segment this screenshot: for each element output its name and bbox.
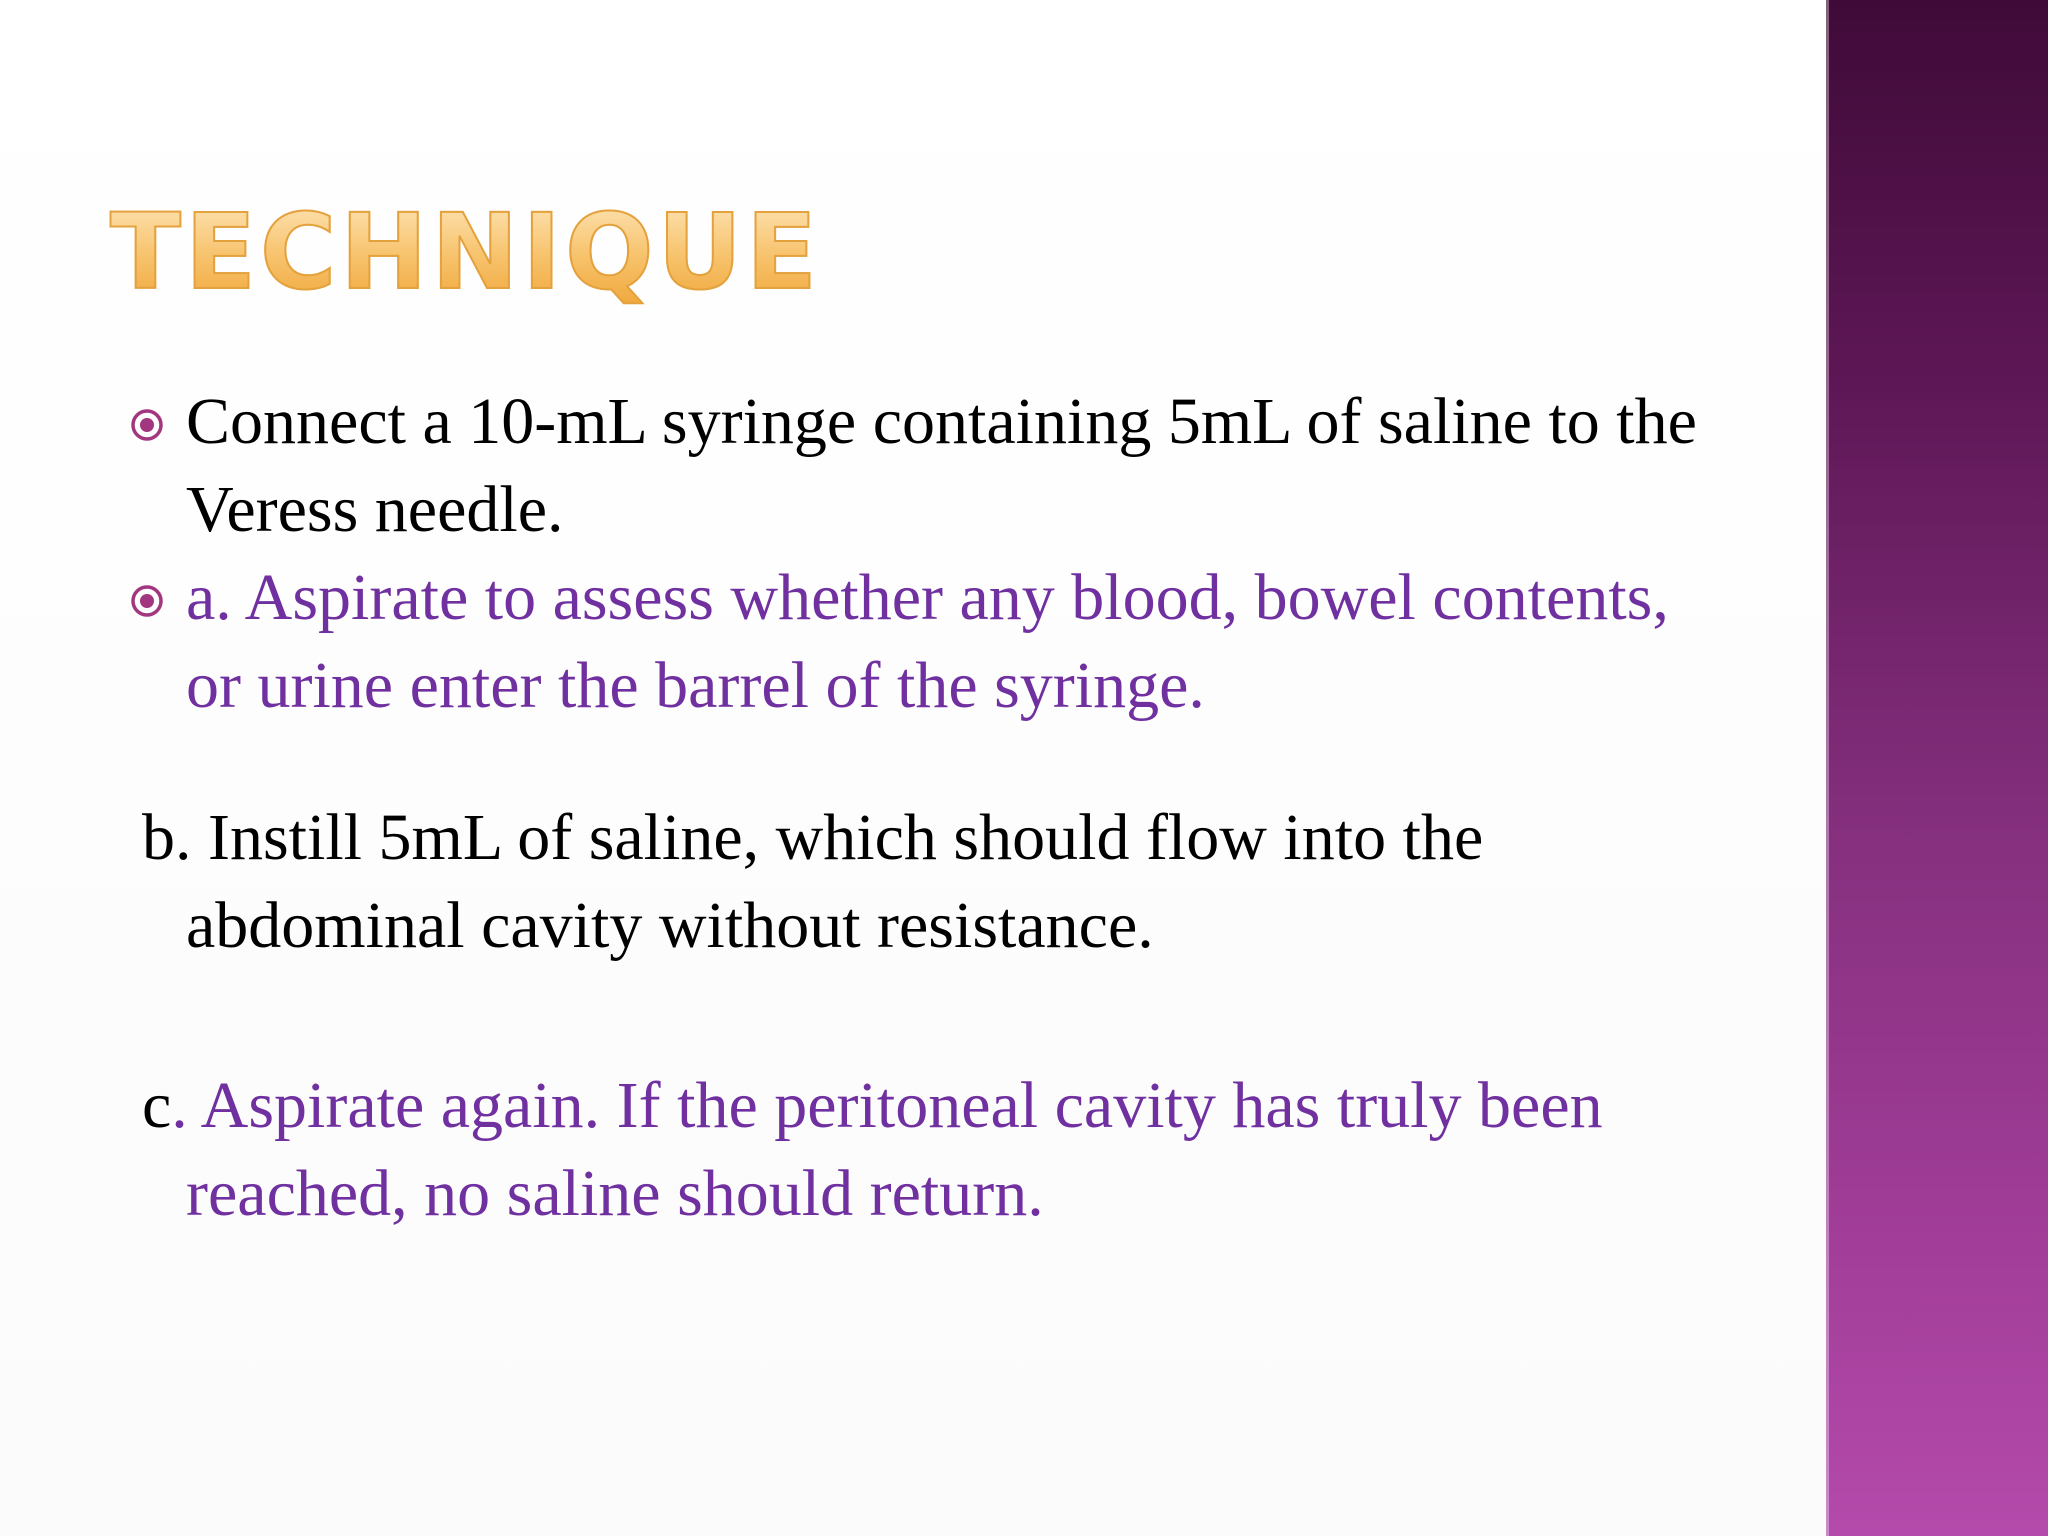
bullet-item-connect-syringe: [130, 378, 1730, 554]
radio-target-icon: [130, 584, 164, 618]
bullet-item-text: Connect a 10-mL syringe containing 5mL of saline to the Veress needle.: [186, 385, 1697, 546]
slide-title: TECHNIQUE: [110, 191, 821, 313]
slide-body: [130, 378, 1730, 1238]
bullet-item-aspirate: [130, 554, 1730, 730]
paragraph-prefix: c: [142, 1069, 172, 1142]
decorative-side-bar: [1826, 0, 2048, 1536]
paragraph-text: . Aspirate again. If the peritoneal cavity has truly been reached, no saline should return.: [171, 1069, 1603, 1230]
paragraph-instill-saline: [130, 794, 1730, 970]
paragraph-aspirate-again: [130, 1062, 1730, 1238]
bullet-item-text: a. Aspirate to assess whether any blood, bowel contents, or urine enter the barrel of the syringe.: [186, 561, 1669, 722]
paragraph-text: b. Instill 5mL of saline, which should flow into the abdominal cavity without resistance.: [142, 801, 1484, 962]
radio-target-icon: [130, 408, 164, 442]
